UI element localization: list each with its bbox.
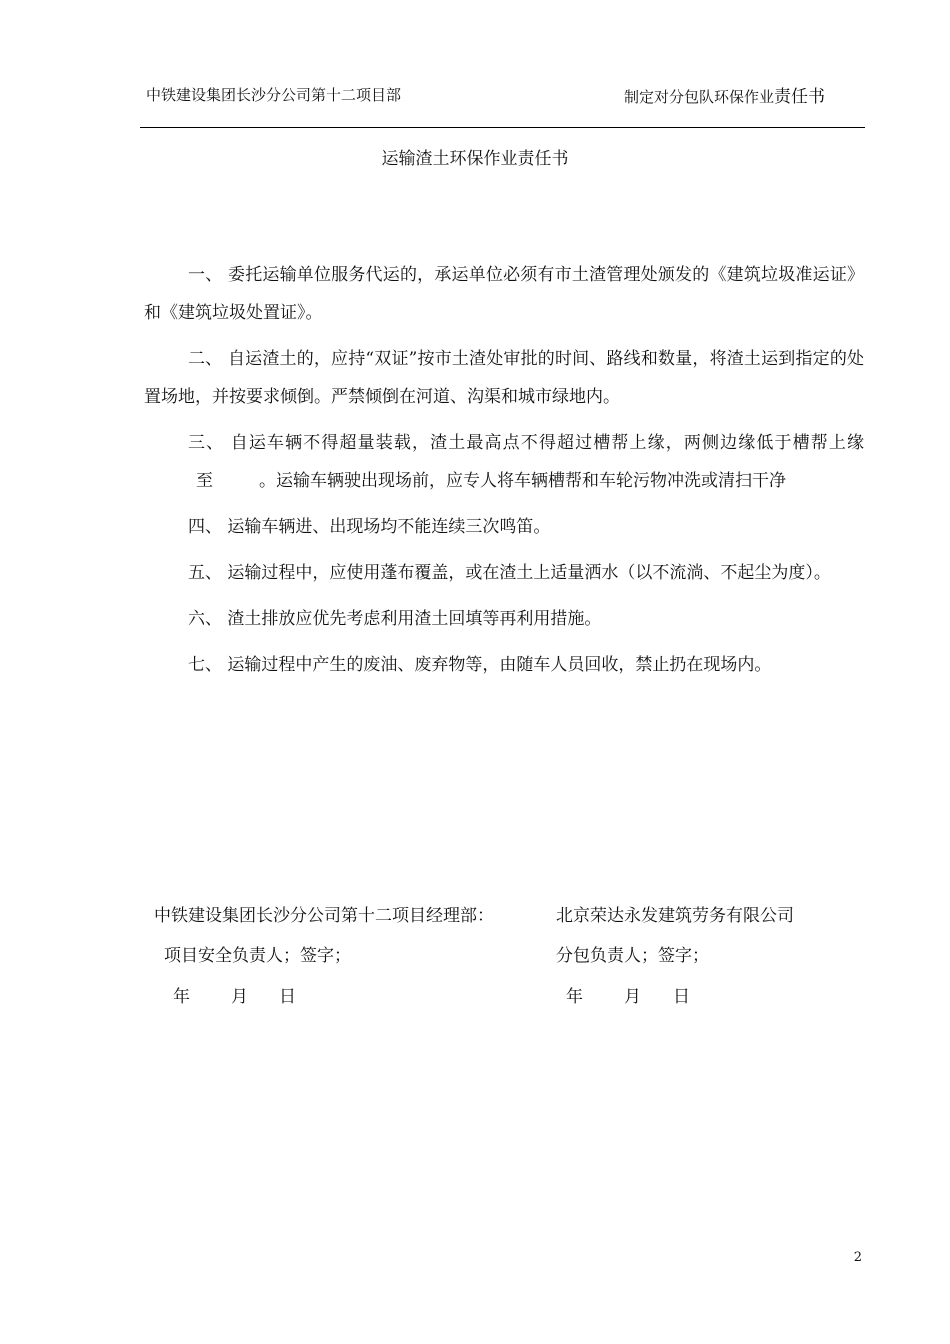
clause-text-a: 自运车辆不得超量装载，渣土最高点不得超过槽帮上缘，两侧边缘低于槽帮上缘 xyxy=(230,433,865,453)
clause-5 xyxy=(144,554,864,592)
clause-7 xyxy=(144,646,864,684)
clause-number: 一、 xyxy=(188,265,223,285)
signature-left-person: 项目安全负责人；签字； xyxy=(164,946,351,966)
clause-1 xyxy=(144,256,864,332)
signature-left-day: 日 xyxy=(279,987,296,1007)
header-right-main: 制定对分包队环保作业 xyxy=(624,88,775,106)
header-right-tail: 责任书 xyxy=(774,87,826,107)
clause-text: 运输车辆进、出现场均不能连续三次鸣笛。 xyxy=(227,517,551,537)
page-number: 2 xyxy=(853,1250,862,1265)
signature-left-org: 中铁建设集团长沙分公司第十二项目经理部： xyxy=(154,906,494,926)
header-rule xyxy=(140,127,865,128)
header-right-title xyxy=(624,82,825,107)
clause-2 xyxy=(144,340,864,416)
signature-left-year: 年 xyxy=(173,987,190,1007)
signature-right-org: 北京荣达永发建筑劳务有限公司 xyxy=(556,906,794,926)
clause-number: 六、 xyxy=(188,609,222,629)
document-body xyxy=(144,256,864,684)
clause-number: 四、 xyxy=(188,517,222,537)
clause-3 xyxy=(144,424,864,500)
clause-number: 五、 xyxy=(188,563,222,583)
clause-4 xyxy=(144,508,864,546)
clause-number: 七、 xyxy=(188,655,222,675)
document-title: 运输渣土环保作业责任书 xyxy=(381,149,569,169)
clause-text: 运输过程中产生的废油、废弃物等，由随车人员回收，禁止扔在现场内。 xyxy=(227,655,772,675)
signature-right-person: 分包负责人；签字； xyxy=(556,946,709,966)
clause-number: 二、 xyxy=(188,349,223,369)
clause-text: 委托运输单位服务代运的，承运单位必须有市土渣管理处颁发的《建筑垃圾准运证》和《建筑垃圾处置证》。 xyxy=(144,265,865,323)
clause-text-c: 。运输车辆驶出现场前，应专人将车辆槽帮和车轮污物冲洗或清扫干净 xyxy=(259,471,786,491)
clause-text: 自运渣土的，应持“双证”按市土渣处审批的时间、路线和数量，将渣土运到指定的处置场地，并按要求倾倒。严禁倾倒在河道、沟渠和城市绿地内。 xyxy=(144,349,865,407)
signature-right-day: 日 xyxy=(673,987,690,1007)
clause-text: 渣土排放应优先考虑利用渣土回填等再利用措施。 xyxy=(227,609,602,629)
clause-number: 三、 xyxy=(188,433,225,453)
clause-text-b: 至 xyxy=(196,471,213,491)
signature-right-month: 月 xyxy=(624,987,641,1007)
signature-left-month: 月 xyxy=(231,987,248,1007)
signature-right-year: 年 xyxy=(566,987,583,1007)
clause-6 xyxy=(144,600,864,638)
header-left-org: 中铁建设集团长沙分公司第十二项目部 xyxy=(146,86,402,104)
clause-text: 运输过程中，应使用蓬布覆盖，或在渣土上适量洒水（以不流淌、不起尘为度）。 xyxy=(227,563,831,583)
